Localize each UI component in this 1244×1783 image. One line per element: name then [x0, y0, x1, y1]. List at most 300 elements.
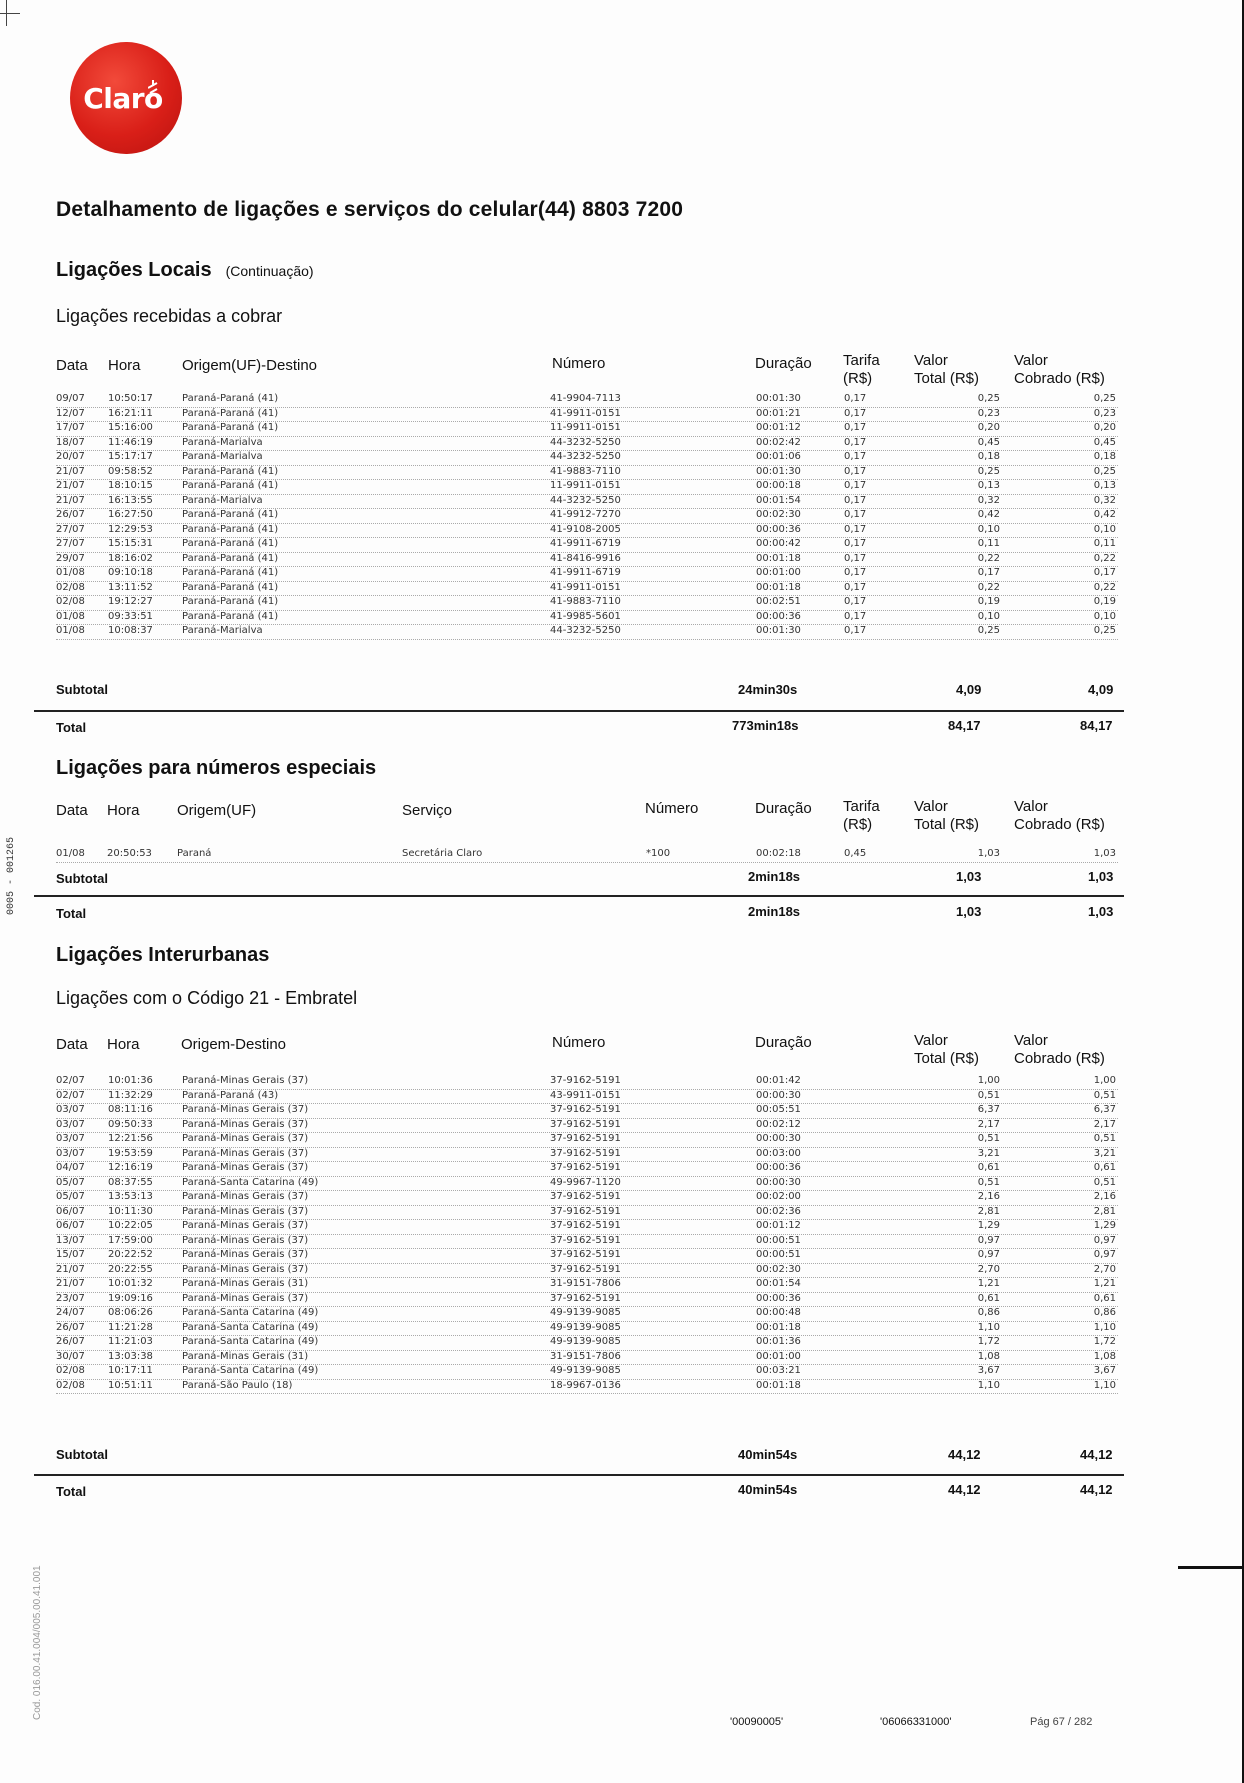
- cell-duracao: 00:02:30: [756, 509, 801, 520]
- cell-data: 21/07: [56, 494, 85, 506]
- cell-hora: 10:17:11: [108, 1365, 153, 1376]
- cell-duracao: 00:00:18: [756, 480, 801, 491]
- cell-data: 26/07: [56, 509, 85, 520]
- cell-valor-cobrado: 0,11: [1093, 538, 1116, 549]
- cell-valor-cobrado: 0,25: [1093, 393, 1116, 404]
- cell-hora: 11:21:28: [108, 1321, 153, 1333]
- section-title-long-distance: Ligações Interurbanas: [56, 944, 270, 966]
- col-data: Data: [56, 357, 88, 374]
- cell-numero: 37-9162-5191: [550, 1104, 621, 1115]
- local-total-label: Total: [56, 720, 87, 735]
- cell-origem: Paraná-Minas Gerais (37): [182, 1205, 309, 1217]
- cell-numero: 37-9162-5191: [550, 1263, 621, 1275]
- table-row: [56, 1278, 1118, 1293]
- cell-hora: 10:11:30: [108, 1205, 153, 1217]
- cell-hora: 09:10:18: [108, 567, 153, 578]
- cell-valor-cobrado: 2,70: [1093, 1263, 1116, 1275]
- cell-duracao: 00:01:30: [756, 625, 801, 636]
- cell-data: 17/07: [56, 422, 85, 433]
- table-row: [56, 509, 1118, 524]
- table-row: [56, 1148, 1118, 1163]
- cell-data: 05/07: [56, 1176, 85, 1188]
- cell-hora: 13:03:38: [108, 1350, 153, 1362]
- table-row: [56, 1133, 1118, 1148]
- cell-valor-cobrado: 6,37: [1093, 1104, 1116, 1115]
- cell-duracao: 00:01:18: [756, 1379, 801, 1391]
- table-row: [56, 848, 1118, 863]
- cell-duracao: 00:01:54: [756, 1278, 801, 1289]
- cell-valor-total: 0,10: [977, 523, 1000, 535]
- cell-numero: 37-9162-5191: [550, 1147, 621, 1159]
- logo-text: Claro: [83, 81, 163, 115]
- cell-origem: Paraná-Marialva: [182, 494, 263, 506]
- subsection-title-collect: Ligações recebidas a cobrar: [56, 306, 283, 326]
- cell-hora: 19:53:59: [108, 1147, 153, 1159]
- cell-numero: 41-9985-5601: [550, 610, 621, 622]
- table-row: [56, 1075, 1118, 1090]
- special-total-charged: 1,03: [1088, 904, 1114, 919]
- cell-origem: Paraná-Minas Gerais (37): [182, 1075, 309, 1086]
- cell-hora: 20:22:55: [108, 1263, 153, 1275]
- local-subtotal-charged: 4,09: [1088, 682, 1114, 697]
- cell-numero: 18-9967-0136: [550, 1379, 621, 1391]
- cell-numero: 41-9883-7110: [550, 596, 621, 607]
- cell-numero: 11-9911-0151: [550, 422, 621, 433]
- cell-hora: 09:50:33: [108, 1118, 153, 1130]
- col-tarifa: Tarifa (R$): [843, 352, 880, 387]
- table-row: [56, 393, 1118, 408]
- cell-data: 21/07: [56, 465, 85, 477]
- cell-origem: Paraná-Minas Gerais (37): [182, 1147, 309, 1159]
- cell-duracao: 00:02:42: [756, 436, 801, 448]
- cell-numero: 41-9911-6719: [550, 538, 621, 549]
- table-row: [56, 495, 1118, 510]
- cell-data: 01/08: [56, 848, 85, 859]
- cell-valor-total: 3,67: [977, 1365, 1000, 1376]
- table-row: [56, 1191, 1118, 1206]
- cell-numero: 11-9911-0151: [550, 480, 621, 491]
- cell-duracao: 00:01:42: [756, 1075, 801, 1086]
- cell-duracao: 00:00:30: [756, 1133, 801, 1144]
- cell-data: 03/07: [56, 1147, 85, 1159]
- page-number: Pág 67 / 282: [1030, 1716, 1093, 1728]
- cell-origem: Paraná-Santa Catarina (49): [182, 1176, 319, 1188]
- cell-duracao: 00:01:06: [756, 451, 801, 462]
- cell-valor-total: 0,97: [977, 1234, 1000, 1246]
- cell-hora: 12:16:19: [108, 1162, 153, 1173]
- table-row: [56, 611, 1118, 626]
- cell-origem: Paraná-Minas Gerais (37): [182, 1263, 309, 1275]
- cell-numero: 41-9912-7270: [550, 509, 621, 520]
- cell-origem: Paraná-Santa Catarina (49): [182, 1321, 319, 1333]
- cell-data: 09/07: [56, 393, 85, 404]
- cell-valor-total: 0,19: [977, 596, 1000, 607]
- divider: [34, 895, 1124, 897]
- cell-valor-cobrado: 0,25: [1093, 625, 1116, 636]
- cell-valor-total: 2,16: [977, 1191, 1000, 1202]
- cell-origem: Paraná-Paraná (41): [182, 465, 279, 477]
- cell-duracao: 00:01:00: [756, 1350, 801, 1362]
- table-row: [56, 437, 1118, 452]
- table-row: [56, 553, 1118, 568]
- cell-valor-cobrado: 0,97: [1093, 1234, 1116, 1246]
- cell-numero: 41-9911-0151: [550, 581, 621, 593]
- cell-valor-total: 0,23: [977, 407, 1000, 419]
- cell-numero: 49-9139-9085: [550, 1336, 621, 1347]
- cell-origem: Paraná-Marialva: [182, 451, 263, 462]
- cell-origem: Paraná: [177, 848, 212, 859]
- cell-data: 27/07: [56, 523, 85, 535]
- cell-duracao: 00:01:00: [756, 567, 801, 578]
- cell-valor-cobrado: 1,10: [1093, 1379, 1116, 1391]
- local-subtotal-label: Subtotal: [56, 682, 108, 697]
- cell-duracao: 00:00:51: [756, 1249, 801, 1260]
- cell-numero: 37-9162-5191: [550, 1118, 621, 1130]
- cell-data: 30/07: [56, 1350, 85, 1362]
- inter-subtotal-duration: 40min54s: [738, 1447, 798, 1462]
- table-row: [56, 1235, 1118, 1250]
- cell-valor-total: 0,11: [977, 538, 1000, 549]
- table-row: [56, 1322, 1118, 1337]
- cell-numero: 31-9151-7806: [550, 1278, 621, 1289]
- cell-duracao: 00:02:30: [756, 1263, 801, 1275]
- cell-valor-cobrado: 0,10: [1093, 610, 1116, 622]
- cell-valor-total: 2,17: [977, 1118, 1000, 1130]
- cell-hora: 13:11:52: [108, 581, 153, 593]
- special-total-total: 1,03: [956, 904, 982, 919]
- cell-valor-cobrado: 0,32: [1093, 494, 1116, 506]
- cell-data: 27/07: [56, 538, 85, 549]
- inter-total-total: 44,12: [948, 1482, 981, 1497]
- cell-valor-cobrado: 1,08: [1093, 1350, 1116, 1362]
- cell-hora: 09:58:52: [108, 465, 153, 477]
- cell-data: 26/07: [56, 1321, 85, 1333]
- cell-valor-cobrado: 1,72: [1093, 1336, 1116, 1347]
- cell-hora: 08:11:16: [108, 1104, 153, 1115]
- local-total-charged: 84,17: [1080, 718, 1113, 733]
- table-row: [56, 596, 1118, 611]
- table-row: [56, 1162, 1118, 1177]
- cell-numero: 37-9162-5191: [550, 1205, 621, 1217]
- cell-valor-cobrado: 0,61: [1093, 1292, 1116, 1304]
- cell-origem: Paraná-Santa Catarina (49): [182, 1307, 319, 1318]
- cell-tarifa: 0,17: [844, 465, 867, 477]
- cell-valor-total: 1,08: [977, 1350, 1000, 1362]
- cell-tarifa: 0,17: [844, 407, 867, 419]
- cell-numero: 49-9139-9085: [550, 1321, 621, 1333]
- cell-data: 24/07: [56, 1307, 85, 1318]
- table-row: [56, 582, 1118, 597]
- cell-valor-cobrado: 0,22: [1093, 552, 1116, 564]
- cell-hora: 12:29:53: [108, 523, 153, 535]
- side-form-code: Cod. 016.00.41.004/005.00.41.001: [32, 1565, 43, 1720]
- cell-origem: Paraná-Paraná (41): [182, 480, 279, 491]
- cell-valor-cobrado: 0,51: [1093, 1133, 1116, 1144]
- cell-valor-total: 0,61: [977, 1162, 1000, 1173]
- col-origem: Origem(UF)-Destino: [182, 357, 318, 374]
- cell-data: 21/07: [56, 1263, 85, 1275]
- cell-valor-cobrado: 0,51: [1093, 1089, 1116, 1101]
- cell-valor-total: 6,37: [977, 1104, 1000, 1115]
- cell-valor-total: 0,22: [977, 581, 1000, 593]
- subsection-title-embratel: Ligações com o Código 21 - Embratel: [56, 988, 358, 1008]
- cell-valor-total: 0,25: [977, 465, 1000, 477]
- cell-numero: 37-9162-5191: [550, 1162, 621, 1173]
- cell-valor-total: 1,10: [977, 1321, 1000, 1333]
- table-row: [56, 422, 1118, 437]
- cell-duracao: 00:02:51: [756, 596, 801, 607]
- cell-duracao: 00:01:12: [756, 1220, 801, 1231]
- cell-tarifa: 0,17: [844, 509, 867, 520]
- cell-data: 02/08: [56, 1379, 85, 1391]
- inter-subtotal-label: Subtotal: [56, 1447, 108, 1462]
- special-subtotal-total: 1,03: [956, 869, 982, 884]
- cell-duracao: 00:01:54: [756, 494, 801, 506]
- cell-duracao: 00:01:21: [756, 407, 801, 419]
- cell-duracao: 00:03:21: [756, 1365, 801, 1376]
- cell-duracao: 00:00:42: [756, 538, 801, 549]
- cell-origem: Paraná-Minas Gerais (31): [182, 1278, 309, 1289]
- cell-valor-cobrado: 0,13: [1093, 480, 1116, 491]
- table-row: [56, 1336, 1118, 1351]
- cell-origem: Paraná-Paraná (41): [182, 610, 279, 622]
- cell-origem: Paraná-Paraná (41): [182, 581, 279, 593]
- cell-numero: 41-9108-2005: [550, 523, 621, 535]
- cell-valor-cobrado: 0,25: [1093, 465, 1116, 477]
- cell-origem: Paraná-Minas Gerais (37): [182, 1118, 309, 1130]
- cell-tarifa: 0,17: [844, 567, 867, 578]
- cell-origem: Paraná-Paraná (41): [182, 393, 279, 404]
- bill-page: Claro 0005 - 001265 Cod. 016.00.41.004/005.00.41.001 Detalhamento de ligações e serviços do celular(44) 8803 7200 Ligações Locais (Continuação) Ligações recebidas a cobrar Data Hora Origem(UF)-Destino Número Duração Tarifa (R$) Valor Total (R$) Valor Cobrado (R$) 09/07 10:50:17 Paraná-Paraná (41) 41-9904-7113 00:01:30 0,17 0,25 0,25 12/07 16:21:11 Paraná-Paraná (41) 41-9911-0151 00:01:21 0,17 0,23 0,23 17/07 15:16:00 Paraná-Paraná (41) 11-9911-0151 00:01:12 0,17 0,20 0,20 18/07 11:46:19 Paraná-Marialva 44-3232-5250 00:02:42 0,17 0,45 0,45 20/07 15:17:17 Paraná-Marialva 44-3232-5250 00:01:06 0,17 0,18 0,18 21/07 09:58:52 Paraná-Paraná (41) 41-9883-7110 00:01:30 0,17 0,25 0,25 21/07 18:10:15 Paraná-Paraná (41) 11-9911-0151 00:00:18 0,17 0,13 0,13 21/07 16:13:55 Paraná-Marialva 44-3232-5250 00:01:54 0,17 0,32 0,32 26/07 16:27:50 Paraná-Paraná (41) 41-9912-7270 00:02:30 0,17 0,42 0,42 27/07 12:29:53 Paraná-Paraná (41) 41-9108-2005 00:00:36 0,17 0,10 0,10 27/07 15:15:31 Paraná-Paraná (41) 41-9911-6719 00:00:42 0,17 0,11 0,11 29/07 18:16:02 Paraná-Paraná (41) 41-8416-9916 00:01:18 0,17 0,22 0,22 01/08 09:10:18 Paraná-Paraná (41) 41-9911-6719 00:01:00 0,17 0,17 0,17 02/08 13:11:52 Paraná-Paraná (41) 41-9911-0151 00:01:18 0,17 0,22 0,22 02/08 19:12:27 Paraná-Paraná (41) 41-9883-7110 00:02:51 0,17 0,19 0,19 01/08 09:33:51 Paraná-Paraná (41) 41-9985-5601 00:00:36 0,17 0,10 0,10 01/08 10:08:37 Paraná-Marialva 44-3232-5250 00:01:30 0,17 0,25 0,25 Subtotal 24min30s 4,09 4,09 Total 773min18s 84,17 84,17 Ligações para números especiais Data Hora Origem(UF) Serviço Número Duração Tarifa (R$) Valor Total (R$) Valor Cobrado (R$) 01/08 20:50:53 Paraná Secretária Claro *100 00:02:18 0,45 1,03 1,03 Subtotal 2min18s 1,03 1,03 Total 2min18s 1,03 1,03 Ligações Interurbanas Ligações com o Código 21 - Embratel Data Hora Origem-Destino Número Duração Valor Total (R$) Valor Cobrado (R$) 02/07 10:01:36 Paraná-Minas Gerais (37) 37-9162-5191 00:01:42 1,00 1,00 02/07 11:32:29 Paraná-Paraná (43) 43-9911-0151 00:00:30 0,51 0,51 03/07 08:11:16 Paraná-Minas Gerais (37) 37-9162-5191 00:05:51 6,37 6,37 03/07 09:50:33 Paraná-Minas Gerais (37) 37-9162-5191 00:02:12 2,17 2,17 03/07 12:21:56 Paraná-Minas Gerais (37) 37-9162-5191 00:00:30 0,51 0,51 03/07 19:53:59 Paraná-Minas Gerais (37) 37-9162-5191 00:03:00 3,21 3,21 04/07 12:16:19 Paraná-Minas Gerais (37) 37-9162-5191 00:00:36 0,61 0,61 05/07 08:37:55 Paraná-Santa Catarina (49) 49-9967-1120 00:00:30 0,51 0,51 05/07 13:53:13 Paraná-Minas Gerais (37) 37-9162-5191 00:02:00 2,16 2,16 06/07 10:11:30 Paraná-Minas Gerais (37) 37-9162-5191 00:02:36 2,81 2,81 06/07 10:22:05 Paraná-Minas Gerais (37) 37-9162-5191 00:01:12 1,29 1,29 13/07 17:59:00 Paraná-Minas Gerais (37) 37-9162-5191 00:00:51 0,97 0,97 15/07 20:22:52 Paraná-Minas Gerais (37) 37-9162-5191 00:00:51 0,97 0,97 21/07 20:22:55 Paraná-Minas Gerais (37) 37-9162-5191 00:02:30 2,70 2,70 21/07 10:01:32 Paraná-Minas Gerais (31) 31-9151-7806 00:01:54 1,21 1,21 23/07 19:09:16 Paraná-Minas Gerais (37) 37-9162-5191 00:00:36 0,61 0,61 24/07 08:06:26 Paraná-Santa Catarina (49) 49-9139-9085 00:00:48 0,86 0,86 26/07 11:21:28 Paraná-Santa Catarina (49) 49-9139-9085 00:01:18 1,10 1,10 26/07 11:21:03 Paraná-Santa Catarina (49) 49-9139-9085 00:01:36 1,72 1,72 30/07 13:03:38 Paraná-Minas Gerais (31) 31-9151-7806 00:01:00 1,08 1,08 02/08 10:17:11 Paraná-Santa Catarina (49) 49-9139-9085 00:03:21 3,67 3,67 02/08 10:51:11 Paraná-São Paulo (18) 18-9967-0136 00:01:18 1,10 1,10 Subtotal 40min54s 44,12 44,12 Total 40min54s 44,12 44,12 '00090005' '06066331000' Pág 67 / 282: [0, 0, 1244, 1783]
- cell-valor-total: 0,45: [977, 436, 1000, 448]
- cell-valor-total: 0,97: [977, 1249, 1000, 1260]
- table-row: [56, 1220, 1118, 1235]
- table-row: [56, 480, 1118, 495]
- cell-hora: 18:10:15: [108, 480, 153, 491]
- cell-numero: 31-9151-7806: [550, 1350, 621, 1362]
- cell-valor-total: 0,51: [977, 1089, 1000, 1101]
- local-subtotal-duration: 24min30s: [738, 682, 798, 697]
- cell-tarifa: 0,17: [844, 480, 867, 491]
- cell-hora: 16:13:55: [108, 494, 153, 506]
- cell-valor-cobrado: 0,45: [1093, 436, 1116, 448]
- cell-hora: 20:50:53: [107, 848, 152, 859]
- cell-origem: Paraná-Paraná (41): [182, 407, 279, 419]
- cell-duracao: 00:00:36: [756, 1292, 801, 1304]
- cell-tarifa: 0,17: [844, 538, 867, 549]
- cell-valor-cobrado: 1,21: [1093, 1278, 1116, 1289]
- cell-duracao: 00:03:00: [756, 1147, 801, 1159]
- cell-valor-total: 1,00: [977, 1075, 1000, 1086]
- cell-data: 01/08: [56, 625, 85, 636]
- cell-valor-total: 0,20: [977, 422, 1000, 433]
- cell-numero: 49-9139-9085: [550, 1307, 621, 1318]
- cell-origem: Paraná-Santa Catarina (49): [182, 1336, 319, 1347]
- cell-numero: 41-8416-9916: [550, 552, 621, 564]
- cell-tarifa: 0,45: [844, 848, 867, 859]
- table-row: [56, 1206, 1118, 1221]
- inter-subtotal-charged: 44,12: [1080, 1447, 1113, 1462]
- cell-hora: 15:15:31: [108, 538, 153, 549]
- cell-duracao: 00:00:36: [756, 1162, 801, 1173]
- cell-duracao: 00:01:18: [756, 1321, 801, 1333]
- cell-tarifa: 0,17: [844, 625, 867, 636]
- cell-origem: Paraná-Paraná (41): [182, 596, 279, 607]
- cell-duracao: 00:01:12: [756, 422, 801, 433]
- cell-data: 18/07: [56, 436, 85, 448]
- crop-mark: [0, 13, 20, 14]
- section-title-special: Ligações para números especiais: [56, 757, 377, 779]
- special-subtotal-label: Subtotal: [56, 871, 108, 886]
- cell-numero: 43-9911-0151: [550, 1089, 621, 1101]
- cell-data: 03/07: [56, 1104, 85, 1115]
- side-code: 0005 - 001265: [6, 836, 17, 915]
- special-subtotal-charged: 1,03: [1088, 869, 1114, 884]
- cell-valor-total: 1,03: [977, 848, 1000, 859]
- cell-duracao: 00:00:30: [756, 1089, 801, 1101]
- cell-hora: 09:33:51: [108, 610, 153, 622]
- table-row: [56, 1104, 1118, 1119]
- cell-valor-total: 0,61: [977, 1292, 1000, 1304]
- cell-valor-cobrado: 1,00: [1093, 1075, 1116, 1086]
- cell-valor-total: 0,25: [977, 625, 1000, 636]
- cell-hora: 08:37:55: [108, 1176, 153, 1188]
- cell-origem: Paraná-Minas Gerais (37): [182, 1133, 309, 1144]
- cell-origem: Paraná-Paraná (43): [182, 1089, 279, 1101]
- cell-hora: 16:27:50: [108, 509, 153, 520]
- cell-origem: Paraná-São Paulo (18): [182, 1379, 293, 1391]
- cell-origem: Paraná-Minas Gerais (37): [182, 1104, 309, 1115]
- cell-tarifa: 0,17: [844, 552, 867, 564]
- cell-valor-total: 0,86: [977, 1307, 1000, 1318]
- cell-hora: 11:46:19: [108, 436, 153, 448]
- cell-origem: Paraná-Paraná (41): [182, 509, 279, 520]
- cell-hora: 08:06:26: [108, 1307, 153, 1318]
- cell-valor-total: 0,51: [977, 1176, 1000, 1188]
- page-title: Detalhamento de ligações e serviços do celular(44) 8803 7200: [56, 198, 684, 221]
- cell-duracao: 00:00:30: [756, 1176, 801, 1188]
- cell-valor-cobrado: 0,20: [1093, 422, 1116, 433]
- cell-hora: 13:53:13: [108, 1191, 153, 1202]
- cell-numero: 41-9911-6719: [550, 567, 621, 578]
- cell-tarifa: 0,17: [844, 581, 867, 593]
- cell-data: 02/08: [56, 581, 85, 593]
- cell-numero: 37-9162-5191: [550, 1191, 621, 1202]
- cell-valor-cobrado: 2,81: [1093, 1205, 1116, 1217]
- inter-total-label: Total: [56, 1484, 87, 1499]
- cell-data: 29/07: [56, 552, 85, 564]
- cell-numero: 41-9883-7110: [550, 465, 621, 477]
- cell-origem: Paraná-Paraná (41): [182, 552, 279, 564]
- cell-origem: Paraná-Marialva: [182, 436, 263, 448]
- cell-hora: 15:16:00: [108, 422, 153, 433]
- cell-data: 06/07: [56, 1220, 85, 1231]
- table-row: [56, 1380, 1118, 1395]
- table-row: [56, 625, 1118, 640]
- cell-origem: Paraná-Minas Gerais (37): [182, 1162, 309, 1173]
- cell-valor-cobrado: 0,23: [1093, 407, 1116, 419]
- special-subtotal-duration: 2min18s: [748, 869, 801, 884]
- cell-valor-total: 0,32: [977, 494, 1000, 506]
- table-row: [56, 567, 1118, 582]
- cell-data: 20/07: [56, 451, 85, 462]
- cell-origem: Paraná-Paraná (41): [182, 422, 279, 433]
- cell-duracao: 00:02:00: [756, 1191, 801, 1202]
- cell-servico: Secretária Claro: [402, 848, 483, 859]
- cell-valor-cobrado: 0,51: [1093, 1176, 1116, 1188]
- cell-hora: 18:16:02: [108, 552, 153, 564]
- cell-origem: Paraná-Paraná (41): [182, 538, 279, 549]
- cell-tarifa: 0,17: [844, 393, 867, 404]
- cell-hora: 15:17:17: [108, 451, 153, 462]
- cell-data: 23/07: [56, 1292, 85, 1304]
- cell-valor-cobrado: 0,17: [1093, 567, 1116, 578]
- cell-duracao: 00:00:36: [756, 523, 801, 535]
- table-row: [56, 524, 1118, 539]
- cell-valor-total: 0,18: [977, 451, 1000, 462]
- footer-code-2: '06066331000': [880, 1716, 952, 1728]
- cell-valor-total: 0,42: [977, 509, 1000, 520]
- cell-valor-total: 1,10: [977, 1379, 1000, 1391]
- cell-hora: 10:22:05: [108, 1220, 153, 1231]
- cell-numero: 37-9162-5191: [550, 1220, 621, 1231]
- cell-origem: Paraná-Minas Gerais (37): [182, 1220, 309, 1231]
- table-row: [56, 1293, 1118, 1308]
- cell-valor-cobrado: 0,19: [1093, 596, 1116, 607]
- cell-valor-total: 1,29: [977, 1220, 1000, 1231]
- cell-valor-cobrado: 1,10: [1093, 1321, 1116, 1333]
- cell-hora: 12:21:56: [108, 1133, 153, 1144]
- table-row: [56, 1264, 1118, 1279]
- cell-duracao: 00:01:30: [756, 393, 801, 404]
- cell-valor-cobrado: 0,22: [1093, 581, 1116, 593]
- claro-logo: [70, 42, 182, 154]
- cell-duracao: 00:00:36: [756, 610, 801, 622]
- footer-code-1: '00090005': [730, 1716, 784, 1728]
- cell-numero: 44-3232-5250: [550, 494, 621, 506]
- cell-data: 01/08: [56, 567, 85, 578]
- cell-origem: Paraná-Paraná (41): [182, 567, 279, 578]
- cell-data: 02/08: [56, 596, 85, 607]
- cell-data: 13/07: [56, 1234, 85, 1246]
- cell-hora: 19:09:16: [108, 1292, 153, 1304]
- margin-mark: [1178, 1566, 1244, 1569]
- cell-hora: 10:51:11: [108, 1379, 153, 1391]
- table-row: [56, 1351, 1118, 1366]
- inter-total-charged: 44,12: [1080, 1482, 1113, 1497]
- cell-data: 05/07: [56, 1191, 85, 1202]
- table-row: [56, 466, 1118, 481]
- cell-valor-cobrado: 2,17: [1093, 1118, 1116, 1130]
- cell-data: 15/07: [56, 1249, 85, 1260]
- local-subtotal-total: 4,09: [956, 682, 982, 697]
- cell-tarifa: 0,17: [844, 422, 867, 433]
- long-distance-calls-table: [56, 1075, 1118, 1394]
- cell-numero: 44-3232-5250: [550, 625, 621, 636]
- cell-valor-total: 0,10: [977, 610, 1000, 622]
- table-row: [56, 1090, 1118, 1105]
- cell-numero: 37-9162-5191: [550, 1249, 621, 1260]
- cell-hora: 11:32:29: [108, 1089, 153, 1101]
- cell-hora: 16:21:11: [108, 407, 153, 419]
- cell-numero: 44-3232-5250: [550, 436, 621, 448]
- cell-hora: 20:22:52: [108, 1249, 153, 1260]
- cell-hora: 10:50:17: [108, 393, 153, 404]
- cell-valor-total: 1,72: [977, 1336, 1000, 1347]
- section-title-local: Ligações Locais (Continuação): [56, 259, 314, 281]
- cell-origem: Paraná-Paraná (41): [182, 523, 279, 535]
- cell-valor-total: 0,25: [977, 393, 1000, 404]
